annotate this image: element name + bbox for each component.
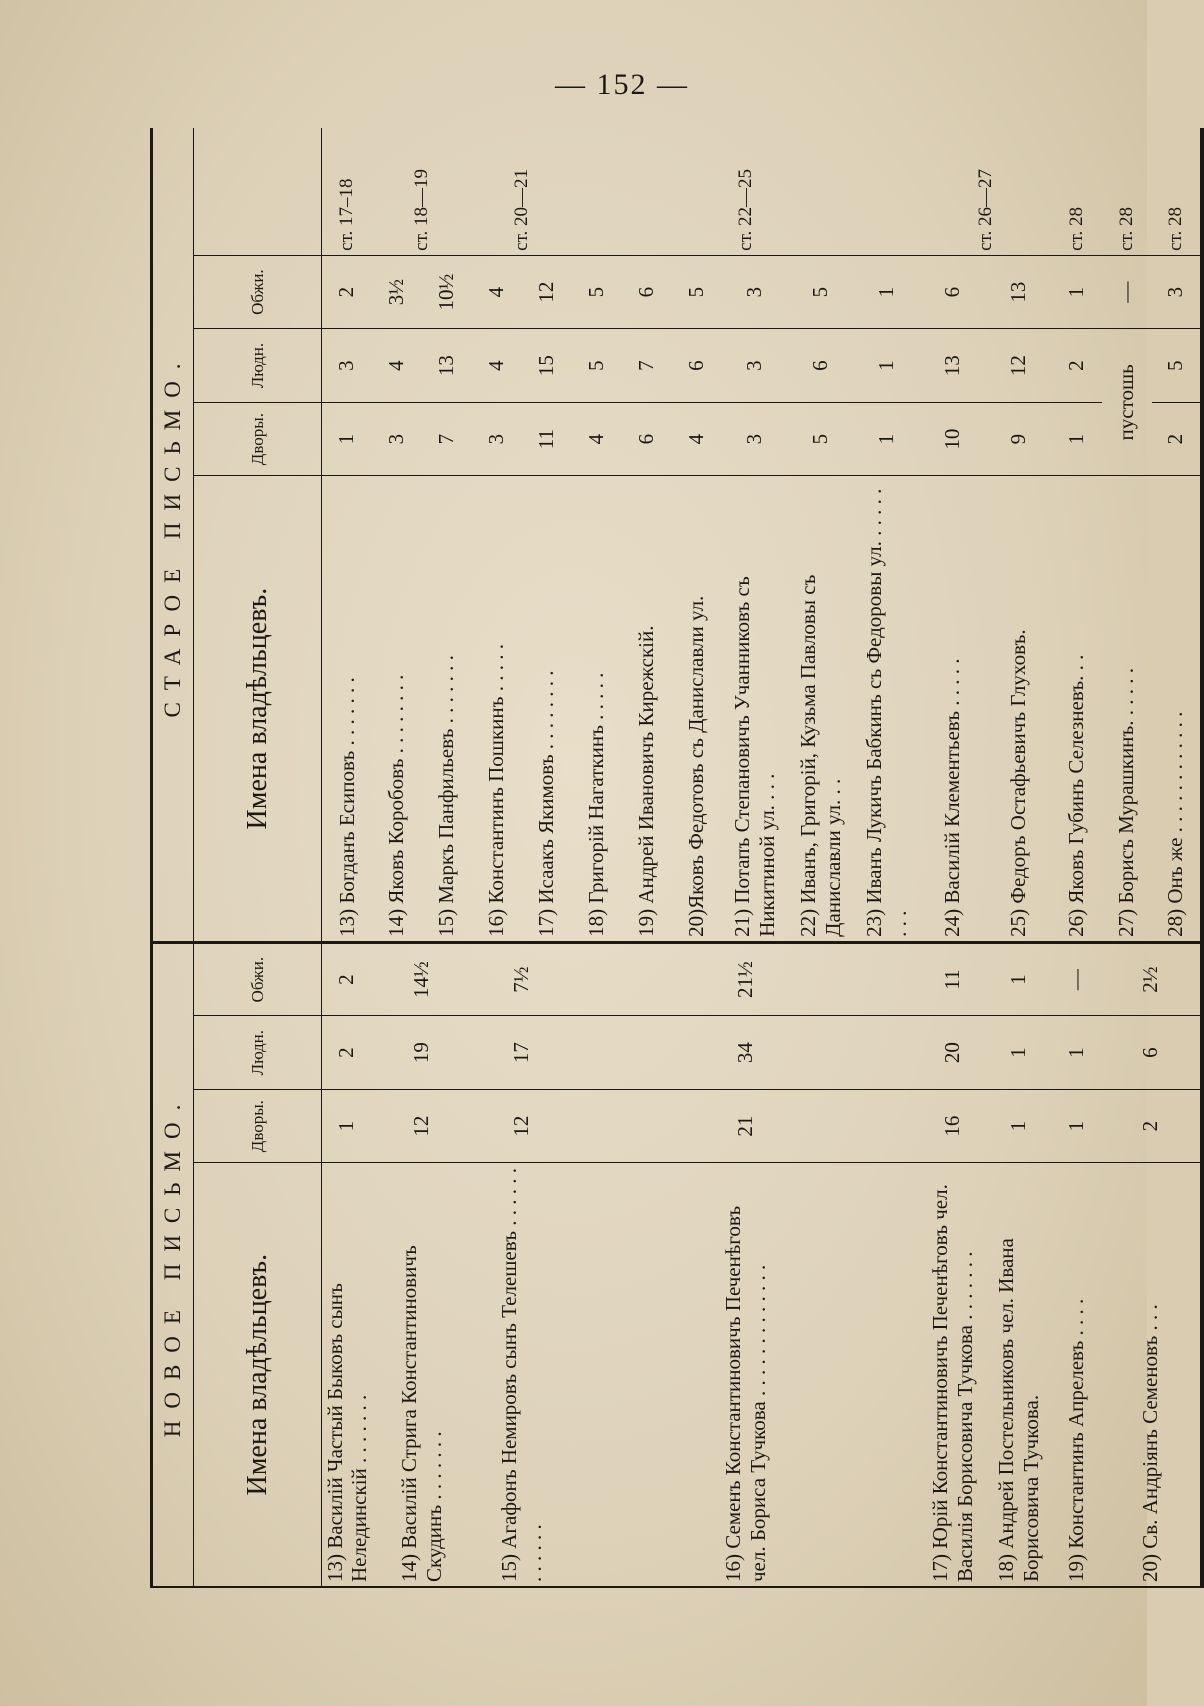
old-people: 12 [986, 329, 1052, 403]
old-people: 1 [854, 329, 920, 403]
old-obzh: 6 [622, 255, 672, 329]
old-yards: пустошь [1102, 329, 1152, 476]
table-row [572, 128, 622, 1587]
new-owner-name: 15) Агафонъ Немировъ сынъ Телешевъ . . . . . . . . . . . . [497, 1168, 546, 1582]
old-yards: 4 [672, 402, 722, 476]
old-people: 4 [472, 329, 522, 403]
old-obzh: 3½ [372, 255, 422, 329]
old-obzh: 5 [788, 255, 854, 329]
old-col-people: Людн. [194, 329, 322, 403]
new-yards: 1 [1052, 1089, 1102, 1163]
table-row [322, 128, 372, 1587]
old-obzh: 1 [1052, 255, 1102, 329]
new-obzh: 11 [920, 942, 986, 1016]
old-owner-name: 28) Онъ же . . . . . . . . . . . . [1152, 476, 1202, 943]
old-yards: 7 [422, 402, 472, 476]
old-owner-name: 13) Богданъ Есиповъ . . . . . . . [322, 476, 372, 943]
old-yards: 3 [372, 402, 422, 476]
old-yards: 2 [1152, 402, 1202, 476]
old-note: ст. 17–18 [322, 128, 372, 255]
old-note: ст. 28 [1152, 128, 1202, 255]
old-obzh: 4 [472, 255, 522, 329]
old-people: 4 [372, 329, 422, 403]
old-note: ст. 20—21 [472, 128, 572, 255]
new-people: 1 [1052, 1016, 1102, 1090]
new-yards: 1 [986, 1089, 1052, 1163]
old-owner-name: 26) Яковъ Губинъ Селезневъ. . . [1052, 476, 1102, 943]
old-people: 3 [322, 329, 372, 403]
old-col-obzh: Обжи. [194, 255, 322, 329]
old-obzh: — [1102, 255, 1152, 329]
old-people: 7 [622, 329, 672, 403]
new-obzh: 1 [986, 942, 1052, 1016]
table-row [1052, 128, 1102, 1587]
new-owner-name: 18) Андрей Постельниковъ чел. Ивана Борисовича Тучкова. [994, 1238, 1043, 1582]
old-note: ст. 28 [1052, 128, 1102, 255]
table-row [986, 128, 1052, 1587]
new-owner-name: 16) Семенъ Константиновичъ Печенѣговъ чел. Бориса Тучкова . . . . . . . . . . . . . [721, 1205, 770, 1582]
old-people: 3 [722, 329, 788, 403]
old-obzh: 3 [1152, 255, 1202, 329]
old-people: 5 [572, 329, 622, 403]
old-obzh: 3 [722, 255, 788, 329]
old-yards: 1 [854, 402, 920, 476]
old-people: 13 [920, 329, 986, 403]
old-yards: 3 [472, 402, 522, 476]
old-obzh: 5 [672, 255, 722, 329]
new-yards: 2 [1102, 1089, 1202, 1163]
old-owner-name: 21) Потапъ Степановичъ Учанниковъ съ Никитиной ул. . . . [722, 476, 788, 943]
old-yards: 1 [1052, 402, 1102, 476]
table-row [372, 128, 422, 1587]
new-yards: 12 [472, 1089, 572, 1163]
new-col-name: Имена владѣльцевъ. [194, 1163, 322, 1587]
new-yards: 12 [372, 1089, 472, 1163]
old-owner-name: 20)Яковъ Федотовъ съ Даниславли ул. [672, 476, 722, 943]
table-row [1102, 128, 1152, 1587]
new-obzh: 2 [322, 942, 372, 1016]
old-people: 15 [522, 329, 572, 403]
old-section-title: СТАРОЕ ПИСЬМО. [152, 128, 194, 942]
new-people: 19 [372, 1016, 472, 1090]
old-owner-name: 23) Иванъ Лукичъ Бабкинъ съ Федоровы ул. . . . . . . . . [854, 476, 920, 943]
old-obzh: 6 [920, 255, 986, 329]
new-people: 20 [920, 1016, 986, 1090]
old-yards: 11 [522, 402, 572, 476]
old-obzh: 12 [522, 255, 572, 329]
old-col-notes [194, 128, 322, 255]
old-owner-name: 18) Григорій Нагаткинъ . . . . . [572, 476, 622, 943]
new-owner-name: 19) Константинъ Апрелевъ . . . . [1064, 1298, 1089, 1582]
new-obzh: 14½ [372, 942, 472, 1016]
new-col-yards: Дворы. [194, 1089, 322, 1163]
old-yards: 10 [920, 402, 986, 476]
old-people: 2 [1052, 329, 1102, 403]
old-yards: 3 [722, 402, 788, 476]
new-section-title: НОВОЕ ПИСЬМО. [152, 942, 194, 1587]
new-col-obzh: Обжи. [194, 942, 322, 1016]
new-people: 2 [322, 1016, 372, 1090]
new-people: 34 [572, 1016, 920, 1090]
new-obzh: — [1052, 942, 1102, 1016]
old-yards: 1 [322, 402, 372, 476]
old-people: 6 [788, 329, 854, 403]
new-yards: 16 [920, 1089, 986, 1163]
old-people: 13 [422, 329, 472, 403]
old-note: ст. 22—25 [572, 128, 920, 255]
new-owner-name: 14) Василій Стрига Константиновичъ Скудинъ . . . . . . . [397, 1245, 446, 1582]
old-obzh: 13 [986, 255, 1052, 329]
page-number: — 152 — [555, 68, 689, 101]
old-obzh: 10½ [422, 255, 472, 329]
old-owner-name: 24) Василій Клементьевъ . . . . . [920, 476, 986, 943]
new-obzh: 7½ [472, 942, 572, 1016]
old-col-name: Имена владѣльцевъ. [194, 476, 322, 943]
old-owner-name: 22) Иванъ, Григорій, Кузьма Павловы съ Даниславли ул. . . [788, 476, 854, 943]
new-yards: 1 [322, 1089, 372, 1163]
table-row [920, 128, 986, 1587]
old-owner-name: 14) Яковъ Коробовъ . . . . . . . . [372, 476, 422, 943]
rotated-table-sheet [150, 128, 1188, 1588]
table-row [472, 128, 522, 1587]
old-owner-name: 19) Андрей Ивановичъ Кирежскій. [622, 476, 672, 943]
new-people: 17 [472, 1016, 572, 1090]
new-owner-name: 13) Василій Частый Быковъ сынъ Нелединскій . . . . . . . [322, 1283, 371, 1582]
new-yards: 21 [572, 1089, 920, 1163]
old-owner-name: 27) Борисъ Мурашкинъ. . . . . . [1102, 476, 1152, 943]
new-obzh: 21½ [572, 942, 920, 1016]
new-obzh: 2½ [1102, 942, 1202, 1016]
new-people: 6 [1102, 1016, 1202, 1090]
new-people: 1 [986, 1016, 1052, 1090]
old-note: ст. 18—19 [372, 128, 472, 255]
comparison-table [150, 128, 1204, 1588]
old-note: ст. 28 [1102, 128, 1152, 255]
old-people: 5 [1152, 329, 1202, 403]
new-col-people: Людн. [194, 1016, 322, 1090]
old-yards: 9 [986, 402, 1052, 476]
new-owner-name: 17) Юрій Константиновичъ Печенѣговъ чел. Василія Борисовича Тучкова . . . . . . . [928, 1184, 977, 1582]
new-owner-name: 20) Св. Андріянъ Семеновъ . . . [1138, 1304, 1163, 1582]
old-col-yards: Дворы. [194, 402, 322, 476]
old-yards: 5 [788, 402, 854, 476]
old-yards: 6 [622, 402, 672, 476]
old-owner-name: 25) Федоръ Остафьевичъ Глуховъ. [986, 476, 1052, 943]
old-yards: 4 [572, 402, 622, 476]
old-note: ст. 26—27 [920, 128, 1052, 255]
old-obzh: 1 [854, 255, 920, 329]
old-people: 6 [672, 329, 722, 403]
old-obzh: 2 [322, 255, 372, 329]
old-owner-name: 16) Константинъ Пошкинъ . . . . . [472, 476, 522, 943]
old-obzh: 5 [572, 255, 622, 329]
old-owner-name: 17) Исаакъ Якимовъ . . . . . . . . [522, 476, 572, 943]
old-owner-name: 15) Маркъ Панфильевъ . . . . . . . [422, 476, 472, 943]
